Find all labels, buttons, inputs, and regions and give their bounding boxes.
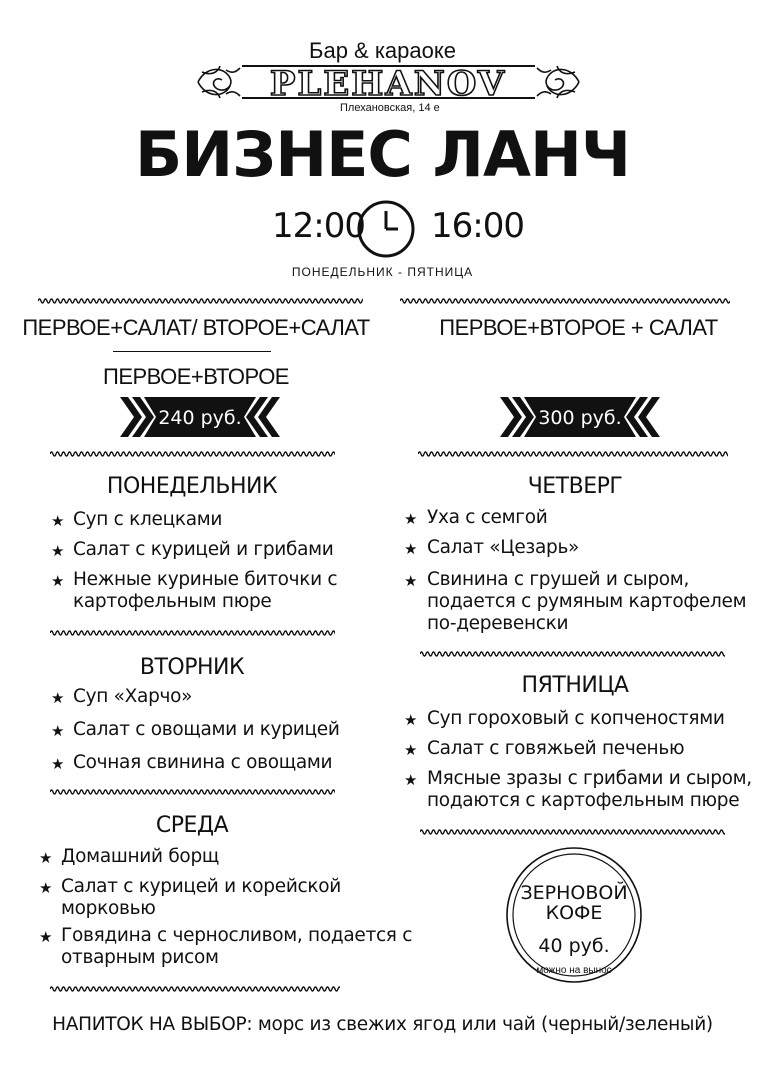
star-icon: ★ xyxy=(51,756,65,773)
price-badge-300 xyxy=(500,397,660,437)
clock-icon xyxy=(356,199,416,259)
dish-item: Сочная свинина с овощами xyxy=(73,752,333,773)
dish-item: Свинина с грушей и сыром, xyxy=(427,569,690,590)
venue-type-label: Бар & караоке xyxy=(309,38,456,63)
star-icon: ★ xyxy=(404,541,418,558)
wavy-divider xyxy=(50,629,335,637)
dish-item: Салат с овощами и курицей xyxy=(73,719,340,740)
plehanov-logo xyxy=(196,62,581,102)
star-icon: ★ xyxy=(404,511,418,528)
star-icon: ★ xyxy=(39,929,53,946)
dish-item: Уха с семгой xyxy=(427,507,548,528)
dish-item-continuation: по-деревенски xyxy=(427,613,569,634)
day-title-thursday: ЧЕТВЕРГ xyxy=(527,474,623,499)
star-icon: ★ xyxy=(39,850,53,867)
dish-item-continuation: подаются с картофельным пюре xyxy=(427,790,740,811)
star-icon: ★ xyxy=(51,543,65,560)
star-icon: ★ xyxy=(404,742,418,759)
star-icon: ★ xyxy=(51,723,65,740)
dish-item: Нежные куриные биточки с xyxy=(73,569,338,590)
wavy-divider xyxy=(38,297,363,305)
dish-item: Суп «Харчо» xyxy=(73,686,193,707)
day-title-friday: ПЯТНИЦА xyxy=(521,673,629,698)
coffee-takeaway-note: можно на вынос xyxy=(536,965,612,976)
star-icon: ★ xyxy=(404,712,418,729)
dish-item: Домашний борщ xyxy=(61,846,220,867)
time-end: 16:00 xyxy=(431,206,524,246)
star-icon: ★ xyxy=(51,690,65,707)
dish-item: Салат «Цезарь» xyxy=(427,537,580,558)
drinks-note: НАПИТОК НА ВЫБОР: морс из свежих ягод или чай (черный/зеленый) xyxy=(52,1014,713,1035)
time-start: 12:00 xyxy=(272,206,365,246)
price-badge-240 xyxy=(120,397,280,437)
coffee-price: 40 руб. xyxy=(538,935,610,957)
day-title-tuesday: ВТОРНИК xyxy=(139,655,245,680)
logo-text: PLEHANOV xyxy=(269,64,507,102)
star-icon: ★ xyxy=(51,573,65,590)
dish-item: Салат с говяжьей печенью xyxy=(427,738,685,759)
dish-item: Суп с клецками xyxy=(73,509,223,530)
dish-item-continuation: отварным рисом xyxy=(61,947,219,968)
page-title: БИЗНЕС ЛАНЧ xyxy=(135,118,630,191)
wavy-divider xyxy=(420,650,725,658)
dish-item: Суп гороховый с копченостями xyxy=(427,708,725,729)
star-icon: ★ xyxy=(39,880,53,897)
dish-item: Салат с курицей и корейской xyxy=(61,876,342,897)
combo-divider xyxy=(113,351,271,352)
wavy-divider xyxy=(420,828,725,836)
wavy-divider xyxy=(50,450,335,458)
star-icon: ★ xyxy=(404,772,418,789)
day-title-monday: ПОНЕДЕЛЬНИК xyxy=(106,474,278,499)
price-right-label: 300 руб. xyxy=(538,407,622,429)
dish-item-continuation: картофельным пюре xyxy=(73,591,272,612)
wavy-divider xyxy=(418,450,728,458)
wavy-divider xyxy=(400,297,730,305)
dish-item-continuation: подается с румяным картофелем xyxy=(427,591,747,612)
address: Плехановская, 14 е xyxy=(340,102,440,114)
combo-option-left-alt: ПЕРВОЕ+ВТОРОЕ xyxy=(103,364,289,389)
star-icon: ★ xyxy=(404,573,418,590)
dish-item: Мясные зразы с грибами и сыром, xyxy=(427,768,752,789)
combo-option-left: ПЕРВОЕ+САЛАТ/ ВТОРОЕ+САЛАТ xyxy=(22,315,370,340)
wavy-divider xyxy=(50,788,335,796)
coffee-title-line1: ЗЕРНОВОЙ xyxy=(520,882,628,904)
wavy-divider xyxy=(50,985,340,993)
combo-option-right: ПЕРВОЕ+ВТОРОЕ + САЛАТ xyxy=(439,315,718,340)
dish-item: Салат с курицей и грибами xyxy=(73,539,334,560)
star-icon: ★ xyxy=(51,513,65,530)
dish-item: Говядина с черносливом, подается с xyxy=(61,925,413,946)
dish-item-continuation: морковью xyxy=(61,898,156,919)
coffee-title xyxy=(495,883,653,923)
day-title-wednesday: СРЕДА xyxy=(155,813,229,838)
working-days: ПОНЕДЕЛЬНИК - ПЯТНИЦА xyxy=(291,265,474,279)
price-left-label: 240 руб. xyxy=(158,407,242,429)
coffee-title-line2: КОФЕ xyxy=(545,902,603,924)
